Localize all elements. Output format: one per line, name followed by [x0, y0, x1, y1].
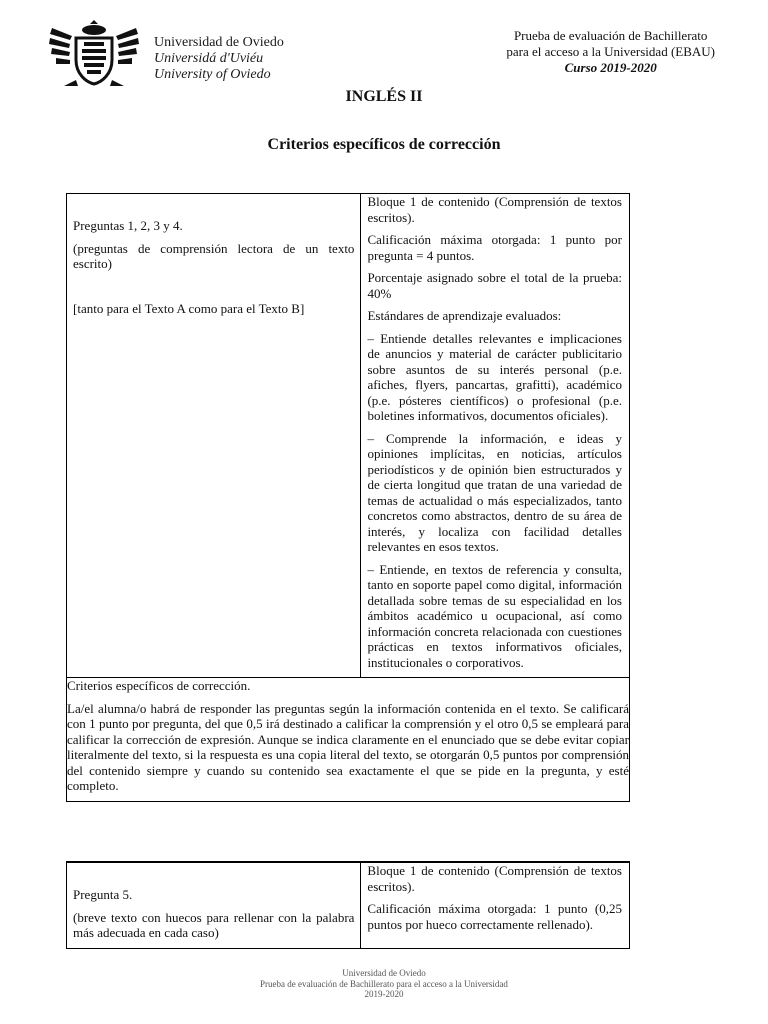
correction-criteria-cell — [67, 678, 630, 802]
university-name — [154, 35, 284, 83]
question-5-description: (breve texto con huecos para rellenar con la palabra más adecuada en cada caso) — [73, 909, 355, 940]
criteria-table-block-2 — [66, 861, 630, 949]
question-5-content-cell — [361, 862, 630, 948]
exam-info — [506, 28, 715, 76]
percentage: Porcentaje asignado sobre el total de la prueba: 40% — [367, 270, 622, 301]
standard-item: – Entiende detalles relevantes e implicaciones de anuncios y material de carácter publicitario sobre asuntos de su interés personal (p.e. afiches, flyers, pancartas, grafitti), académico (p.e. pósteres científicos) o profesional (p.e. boletines informativos, documentos oficiales). — [367, 330, 622, 423]
standard-item: – Entiende, en textos de referencia y consulta, tanto en soporte papel como digital, información detallada sobre temas de su especialidad en los ámbitos académico u ocupacional, así como información concreta relacionada con cuestiones prácticas en textos informativos oficiales, institucionales o corporativos. — [367, 561, 622, 670]
content-cell — [361, 194, 630, 678]
footer-year: 2019-2020 — [364, 989, 404, 999]
university-name-ast: Universidá d'Uviéu — [154, 51, 264, 66]
standards-heading: Estándares de aprendizaje evaluados: — [367, 308, 562, 323]
questions-note: [tanto para el Texto A como para el Texto B] — [73, 300, 305, 316]
exam-line-2: para el acceso a la Universidad (EBAU) — [506, 44, 715, 59]
questions-description: (preguntas de comprensión lectora de un texto escrito) — [73, 240, 355, 271]
question-5-label: Pregunta 5. — [73, 887, 133, 902]
question-5-cell — [67, 862, 361, 948]
content-block-label: Bloque 1 de contenido (Comprensión de textos escritos). — [367, 863, 622, 894]
content-block-label: Bloque 1 de contenido (Comprensión de textos escritos). — [367, 194, 622, 225]
university-crest-icon — [46, 18, 142, 88]
course-year: Curso 2019-2020 — [564, 60, 657, 75]
exam-line-1: Prueba de evaluación de Bachillerato — [513, 28, 708, 43]
page-footer — [0, 968, 768, 1000]
footer-university: Universidad de Oviedo — [342, 968, 426, 978]
criteria-table-block-1 — [66, 193, 630, 802]
university-name-en: University of Oviedo — [154, 67, 271, 82]
footer-exam: Prueba de evaluación de Bachillerato para el acceso a la Universidad — [260, 978, 508, 989]
document-subtitle: Criterios específicos de corrección — [267, 136, 501, 153]
page-header — [0, 0, 768, 90]
max-score: Calificación máxima otorgada: 1 punto por pregunta = 4 puntos. — [367, 232, 622, 263]
questions-cell — [67, 194, 361, 678]
university-name-es: Universidad de Oviedo — [154, 35, 284, 50]
questions-label: Preguntas 1, 2, 3 y 4. — [73, 218, 183, 233]
criteria-heading: Criterios específicos de corrección. — [67, 678, 251, 693]
max-score: Calificación máxima otorgada: 1 punto (0,25 puntos por hueco correctamente rellenado). — [367, 901, 622, 932]
criteria-text: La/el alumna/o habrá de responder las preguntas según la información contenida en el texto. Se calificará con 1 punto por pregunta, del que 0,5 irá destinado a calificar la comprensión y el otro 0,5 se empleará para calificar la corrección de expresión. Aunque se indica claramente en el enunciado que se debe evitar copiar literalmente del texto, si la respuesta es una copia literal del texto, se otorgarán 0,5 puntos por comprensión del contenido siempre y cuando su contenido sea exactamente el que se pide en la pregunta, y esté completo. — [67, 700, 629, 793]
document-title: INGLÉS II — [345, 88, 423, 105]
standard-item: – Comprende la información, e ideas y opiniones implícitas, en noticias, artículos periodísticos y de opinión bien estructurados y de cierta longitud que tratan de una variedad de temas de actualidad o más especializados, tanto concretos como abstractos, dentro de su área de interés, y localiza con facilidad detalles relevantes en esos textos. — [367, 430, 622, 554]
